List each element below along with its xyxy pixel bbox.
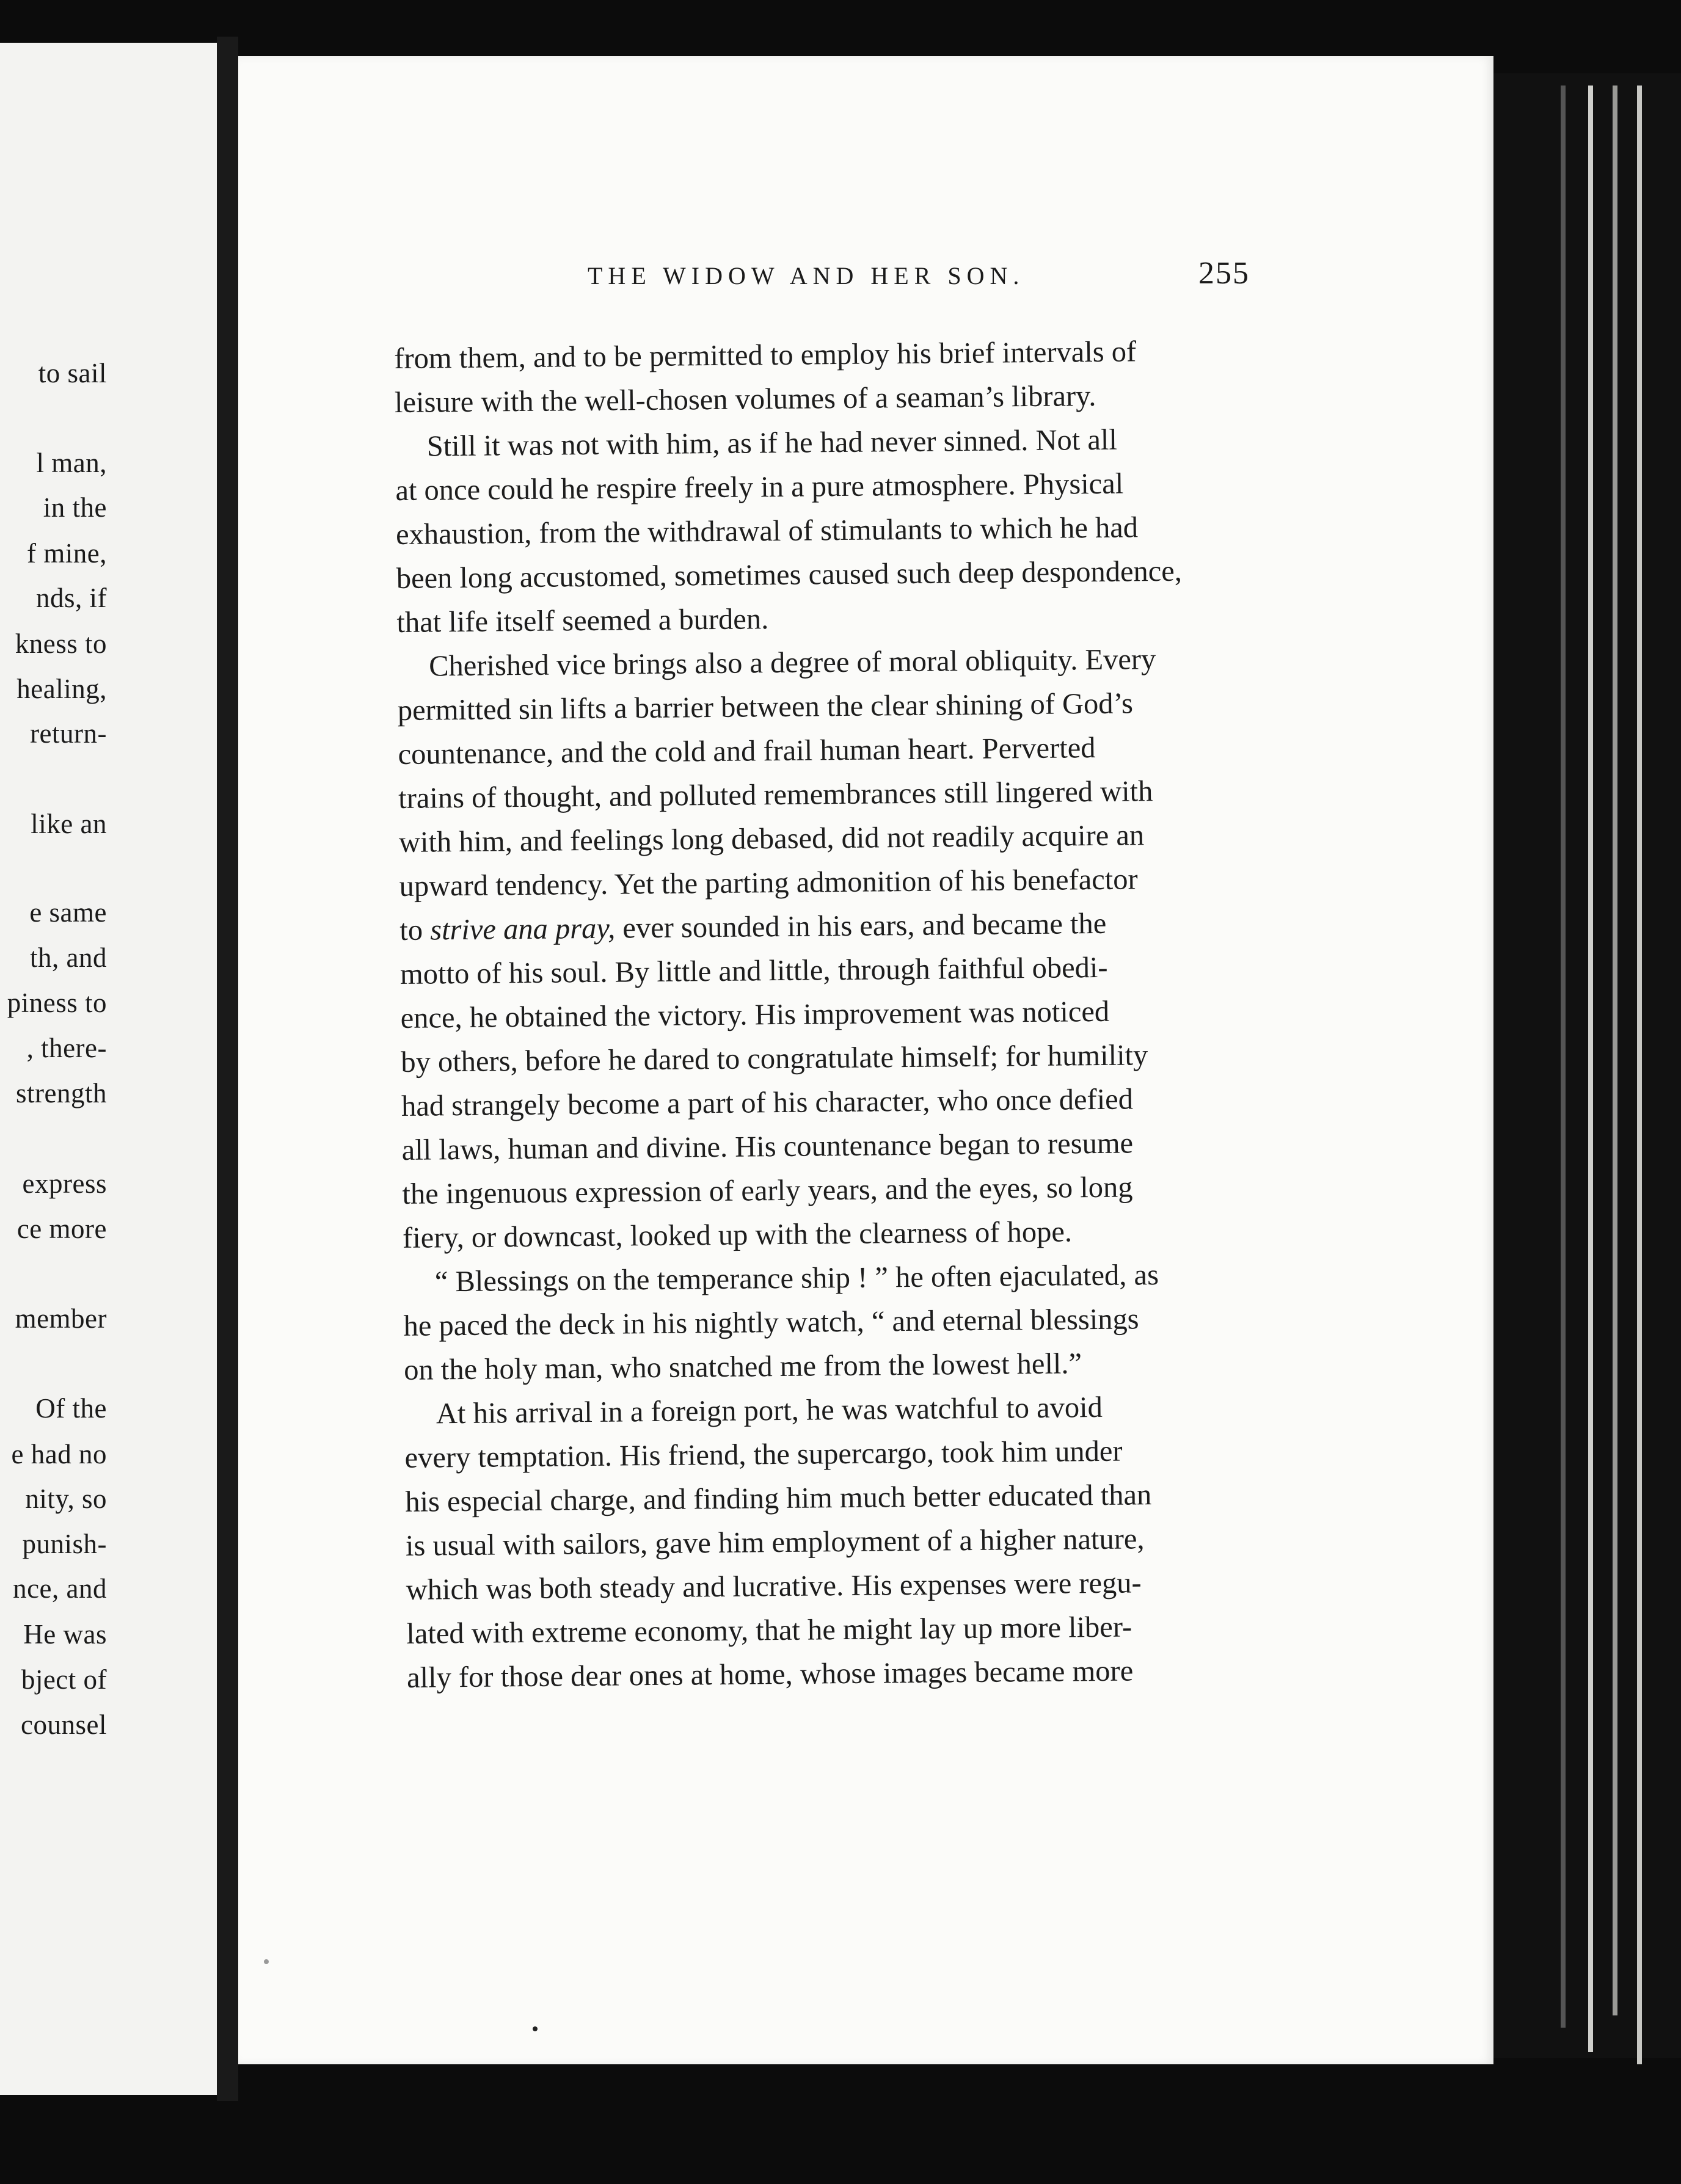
- left-page-line: to sail: [38, 358, 107, 388]
- text-line: At his arrival in a foreign port, he was watchful to avoid: [436, 1391, 1103, 1430]
- left-page-line: He was: [23, 1619, 107, 1650]
- ink-speck: [533, 2026, 538, 2031]
- text-line: Cherished vice brings also a degree of moral obliquity. Every: [428, 643, 1156, 683]
- text-line: ence, he obtained the victory. His improvement was noticed: [400, 995, 1110, 1035]
- left-page-line: nce, and: [13, 1573, 107, 1604]
- text-line: countenance, and the cold and frail human heart. Perverted: [398, 732, 1096, 771]
- text-line: been long accustomed, sometimes caused such deep despondence,: [396, 555, 1183, 595]
- book-fore-edge: [1493, 73, 1681, 2058]
- text-line: lated with extreme economy, that he might lay up more liber-: [406, 1611, 1132, 1650]
- left-page-line: return-: [30, 718, 107, 749]
- page-number: 255: [1198, 256, 1250, 291]
- text-line: upward tendency. Yet the parting admonition of his benefactor: [399, 863, 1138, 903]
- left-page-line: counsel: [21, 1709, 107, 1740]
- text-line: leisure with the well-chosen volumes of a seaman’s library.: [394, 379, 1096, 419]
- left-page-line: express: [22, 1168, 107, 1199]
- text-line: motto of his soul. By little and little, through faithful obedi-: [399, 951, 1108, 991]
- text-line: which was both steady and lucrative. His expenses were regu-: [406, 1567, 1142, 1606]
- left-page-line: nds, if: [36, 583, 107, 613]
- book-gutter: [217, 37, 238, 2101]
- text-line: he paced the deck in his nightly watch, “ and eternal blessings: [403, 1303, 1139, 1342]
- left-page-line: member: [15, 1303, 107, 1334]
- left-page-line: strength: [16, 1078, 107, 1108]
- italic-phrase: strive ana pray,: [429, 912, 616, 947]
- text-line: Still it was not with him, as if he had never sinned. Not all: [426, 423, 1118, 463]
- text-line: on the holy man, who snatched me from the lowest hell.”: [403, 1347, 1082, 1386]
- text-line-italic: [399, 901, 1255, 953]
- body-text: [394, 329, 1263, 1815]
- left-page-line: l man,: [36, 448, 107, 478]
- text-segment: to: [399, 914, 431, 947]
- page-edge-line: [1613, 86, 1617, 2015]
- text-line: permitted sin lifts a barrier between the clear shining of God’s: [397, 687, 1134, 727]
- left-page-line: e same: [29, 897, 107, 928]
- left-facing-page: [0, 43, 217, 2095]
- text-line: had strangely become a part of his character, who once defied: [401, 1083, 1134, 1123]
- text-line: his especial charge, and finding him much better educated than: [405, 1479, 1152, 1518]
- page-edge-line: [1588, 86, 1593, 2052]
- left-page-line: bject of: [21, 1664, 107, 1695]
- text-line: by others, before he dared to congratulate himself; for humility: [401, 1039, 1148, 1079]
- running-title: THE WIDOW AND HER SON.: [588, 262, 1025, 289]
- left-page-line: f mine,: [27, 538, 107, 569]
- page-edge-line: [1637, 86, 1642, 2064]
- text-line: is usual with sailors, gave him employment of a higher nature,: [405, 1523, 1145, 1562]
- ink-speck: [264, 1959, 269, 1964]
- text-line: ally for those dear ones at home, whose images became more: [406, 1654, 1134, 1694]
- page-edge-line: [1561, 86, 1566, 2028]
- left-page-line: in the: [43, 492, 107, 523]
- left-page-line: punish-: [22, 1529, 107, 1559]
- text-line: with him, and feelings long debased, did not readily acquire an: [398, 819, 1145, 859]
- text-line: that life itself seemed a burden.: [396, 603, 769, 639]
- text-line: at once could he respire freely in a pure atmosphere. Physical: [395, 467, 1124, 507]
- text-line: every temptation. His friend, the supercargo, took him under: [404, 1435, 1123, 1474]
- left-page-line: healing,: [16, 674, 107, 704]
- text-line: “ Blessings on the temperance ship ! ” he often ejaculated, as: [434, 1259, 1159, 1298]
- left-page-line: nity, so: [25, 1483, 107, 1514]
- left-page-line: e had no: [11, 1439, 107, 1469]
- text-line: exhaustion, from the withdrawal of stimulants to which he had: [395, 511, 1139, 551]
- text-line: trains of thought, and polluted remembrances still lingered with: [398, 775, 1153, 815]
- left-page-line: ce more: [16, 1214, 107, 1244]
- text-line: the ingenuous expression of early years, and the eyes, so long: [402, 1171, 1133, 1210]
- left-page-line: like an: [31, 809, 107, 839]
- left-page-line: piness to: [7, 988, 107, 1018]
- text-line: from them, and to be permitted to employ his brief intervals of: [394, 335, 1137, 375]
- text-line: fiery, or downcast, looked up with the clearness of hope.: [402, 1215, 1073, 1254]
- running-head: [343, 255, 1250, 298]
- left-page-line: kness to: [15, 628, 107, 659]
- left-page-line: th, and: [30, 942, 107, 973]
- text-segment: ever sounded in his ears, and became the: [615, 907, 1107, 945]
- left-page-line: , there-: [26, 1033, 107, 1063]
- text-line: all laws, human and divine. His countenance began to resume: [401, 1127, 1134, 1167]
- left-page-line: Of the: [35, 1393, 107, 1424]
